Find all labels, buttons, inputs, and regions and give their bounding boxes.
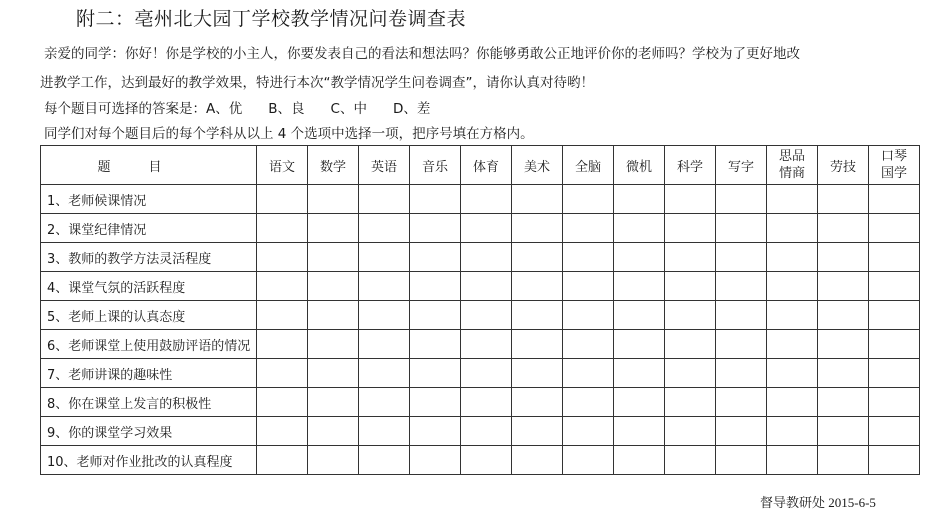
answer-cell[interactable] — [614, 185, 665, 214]
answer-cell[interactable] — [563, 417, 614, 446]
answer-cell[interactable] — [461, 446, 512, 475]
answer-cell[interactable] — [614, 243, 665, 272]
table-row — [41, 330, 920, 359]
answer-cell[interactable] — [461, 388, 512, 417]
header-subject-9: 写字 — [716, 146, 767, 185]
answer-cell[interactable] — [869, 214, 920, 243]
answer-cell[interactable] — [512, 417, 563, 446]
answer-cell[interactable] — [308, 417, 359, 446]
answer-cell[interactable] — [257, 330, 308, 359]
answer-cell[interactable] — [869, 330, 920, 359]
answer-cell[interactable] — [563, 388, 614, 417]
answer-cell[interactable] — [410, 446, 461, 475]
intro-line-4: 同学们对每个题目后的每个学科从以上 4 个选项中选择一项，把序号填在方格内。 — [44, 126, 534, 142]
answer-options-line — [44, 97, 456, 117]
answer-cell[interactable] — [869, 359, 920, 388]
answer-cell[interactable] — [665, 417, 716, 446]
answer-cell[interactable] — [665, 330, 716, 359]
intro-line-2: 进教学工作，达到最好的教学效果，特进行本次“教学情况学生问卷调查”，请你认真对待哟！ — [40, 75, 594, 91]
answer-cell[interactable] — [308, 272, 359, 301]
answer-cell[interactable] — [818, 301, 869, 330]
answer-cell[interactable] — [410, 272, 461, 301]
answer-cell[interactable] — [461, 301, 512, 330]
answer-cell[interactable] — [818, 330, 869, 359]
answer-cell[interactable] — [767, 417, 818, 446]
answer-cell[interactable] — [359, 359, 410, 388]
answer-cell[interactable] — [359, 301, 410, 330]
answer-cell[interactable] — [767, 446, 818, 475]
answer-cell[interactable] — [359, 185, 410, 214]
answer-cell[interactable] — [308, 388, 359, 417]
answer-cell[interactable] — [869, 388, 920, 417]
answer-cell[interactable] — [461, 243, 512, 272]
answer-cell[interactable] — [716, 446, 767, 475]
answer-cell[interactable] — [767, 359, 818, 388]
header-subject-8: 科学 — [665, 146, 716, 185]
question-label: 5、老师上课的认真态度 — [41, 301, 257, 330]
question-label: 2、课堂纪律情况 — [41, 214, 257, 243]
question-label: 3、教师的教学方法灵活程度 — [41, 243, 257, 272]
answer-cell[interactable] — [512, 301, 563, 330]
table-header-row — [41, 146, 920, 185]
option-a: A、优 — [206, 101, 243, 117]
table-row — [41, 417, 920, 446]
answer-cell[interactable] — [359, 446, 410, 475]
answer-cell[interactable] — [461, 272, 512, 301]
answer-cell[interactable] — [308, 214, 359, 243]
answer-cell[interactable] — [257, 417, 308, 446]
answer-cell[interactable] — [716, 417, 767, 446]
header-subject-11: 劳技 — [818, 146, 869, 185]
answer-cell[interactable] — [359, 330, 410, 359]
answer-cell[interactable] — [767, 185, 818, 214]
page-title: 附二：亳州北大园丁学校教学情况问卷调查表 — [76, 8, 467, 30]
header-subject-7: 微机 — [614, 146, 665, 185]
answer-cell[interactable] — [767, 330, 818, 359]
answer-cell[interactable] — [512, 388, 563, 417]
answer-cell[interactable] — [512, 185, 563, 214]
answer-cell[interactable] — [818, 243, 869, 272]
answer-cell[interactable] — [869, 446, 920, 475]
question-label: 10、老师对作业批改的认真程度 — [41, 446, 257, 475]
answer-cell[interactable] — [665, 446, 716, 475]
answer-cell[interactable] — [257, 359, 308, 388]
answer-cell[interactable] — [818, 388, 869, 417]
question-label: 7、老师讲课的趣味性 — [41, 359, 257, 388]
answer-cell[interactable] — [614, 388, 665, 417]
answer-cell[interactable] — [818, 185, 869, 214]
answer-cell[interactable] — [818, 359, 869, 388]
answer-cell[interactable] — [614, 301, 665, 330]
answer-cell[interactable] — [869, 272, 920, 301]
option-d: D、差 — [392, 101, 431, 117]
answer-cell[interactable] — [665, 214, 716, 243]
answer-cell[interactable] — [512, 359, 563, 388]
answer-cell[interactable] — [716, 359, 767, 388]
question-label: 8、你在课堂上发言的积极性 — [41, 388, 257, 417]
answer-cell[interactable] — [563, 272, 614, 301]
answer-cell[interactable] — [308, 185, 359, 214]
answer-cell[interactable] — [767, 388, 818, 417]
table-body — [41, 185, 920, 475]
answer-cell[interactable] — [818, 272, 869, 301]
answer-cell[interactable] — [512, 330, 563, 359]
intro-line-1: 亲爱的同学：你好！你是学校的小主人，你要发表自己的看法和想法吗？你能够勇敢公正地评价你的老师吗？学校为了更好地改 — [44, 46, 800, 62]
header-subject-10 — [767, 146, 818, 185]
answer-cell[interactable] — [716, 272, 767, 301]
answer-cell[interactable] — [257, 446, 308, 475]
answer-cell[interactable] — [614, 417, 665, 446]
answer-cell[interactable] — [461, 359, 512, 388]
answer-cell[interactable] — [359, 214, 410, 243]
question-label: 9、你的课堂学习效果 — [41, 417, 257, 446]
answer-cell[interactable] — [614, 272, 665, 301]
header-subject-6: 全脑 — [563, 146, 614, 185]
answer-cell[interactable] — [257, 185, 308, 214]
answer-cell[interactable] — [257, 214, 308, 243]
answer-cell[interactable] — [257, 272, 308, 301]
table-row — [41, 388, 920, 417]
answer-cell[interactable] — [869, 243, 920, 272]
answer-cell[interactable] — [767, 272, 818, 301]
answer-cell[interactable] — [512, 446, 563, 475]
header-subject-4: 体育 — [461, 146, 512, 185]
answer-cell[interactable] — [665, 359, 716, 388]
answer-cell[interactable] — [461, 214, 512, 243]
answer-cell[interactable] — [308, 301, 359, 330]
answer-cell[interactable] — [818, 446, 869, 475]
question-label: 6、老师课堂上使用鼓励评语的情况 — [41, 330, 257, 359]
answer-cell[interactable] — [563, 330, 614, 359]
answer-cell[interactable] — [818, 214, 869, 243]
answer-cell[interactable] — [410, 243, 461, 272]
answer-cell[interactable] — [308, 359, 359, 388]
answer-cell[interactable] — [512, 243, 563, 272]
answer-cell[interactable] — [410, 301, 461, 330]
answer-cell[interactable] — [767, 301, 818, 330]
table-row — [41, 243, 920, 272]
answer-cell[interactable] — [665, 301, 716, 330]
header-subject-5: 美术 — [512, 146, 563, 185]
survey-table — [40, 145, 920, 475]
header-subject-12-part-0: 口琴 — [880, 149, 907, 164]
answer-cell[interactable] — [614, 446, 665, 475]
answer-cell[interactable] — [512, 272, 563, 301]
option-c: C、中 — [330, 101, 367, 117]
answer-cell[interactable] — [869, 301, 920, 330]
table-row — [41, 301, 920, 330]
answer-cell[interactable] — [410, 359, 461, 388]
answer-cell[interactable] — [461, 330, 512, 359]
answer-cell[interactable] — [614, 214, 665, 243]
answer-cell[interactable] — [614, 359, 665, 388]
answer-cell[interactable] — [410, 185, 461, 214]
table-row — [41, 185, 920, 214]
answer-cell[interactable] — [716, 243, 767, 272]
header-subject-1: 数学 — [308, 146, 359, 185]
answer-cell[interactable] — [359, 272, 410, 301]
footer-signature: 督导教研处 2015-6-5 — [760, 495, 876, 510]
answer-cell[interactable] — [461, 185, 512, 214]
answer-cell[interactable] — [563, 214, 614, 243]
table-row — [41, 446, 920, 475]
answer-cell[interactable] — [716, 388, 767, 417]
answer-cell[interactable] — [257, 388, 308, 417]
answer-cell[interactable] — [563, 243, 614, 272]
header-subject: 题目 — [41, 146, 257, 185]
answer-cell[interactable] — [716, 330, 767, 359]
answer-cell[interactable] — [665, 243, 716, 272]
answer-cell[interactable] — [410, 214, 461, 243]
answer-cell[interactable] — [257, 301, 308, 330]
header-subject-10-part-1: 情商 — [778, 166, 805, 181]
answer-cell[interactable] — [410, 388, 461, 417]
header-subject-12 — [869, 146, 920, 185]
option-b: B、良 — [268, 101, 305, 117]
table-row — [41, 214, 920, 243]
answer-cell[interactable] — [308, 243, 359, 272]
answer-cell[interactable] — [563, 359, 614, 388]
answer-cell[interactable] — [257, 243, 308, 272]
answer-cell[interactable] — [359, 243, 410, 272]
answer-cell[interactable] — [665, 388, 716, 417]
header-subject-10-part-0: 思品 — [778, 149, 805, 164]
answer-cell[interactable] — [359, 388, 410, 417]
header-subject-2: 英语 — [359, 146, 410, 185]
answer-cell[interactable] — [869, 185, 920, 214]
header-subject-0: 语文 — [257, 146, 308, 185]
answer-cell[interactable] — [410, 417, 461, 446]
answer-cell[interactable] — [359, 417, 410, 446]
answer-cell[interactable] — [716, 185, 767, 214]
header-subject-12-part-1: 国学 — [880, 166, 907, 181]
answer-cell[interactable] — [461, 417, 512, 446]
answer-cell[interactable] — [716, 301, 767, 330]
answer-cell[interactable] — [716, 214, 767, 243]
table-row — [41, 359, 920, 388]
answer-cell[interactable] — [767, 243, 818, 272]
answer-cell[interactable] — [869, 417, 920, 446]
answer-options-prefix: 每个题目可选择的答案是： — [44, 101, 206, 117]
answer-cell[interactable] — [614, 330, 665, 359]
header-subject-3: 音乐 — [410, 146, 461, 185]
question-label: 4、课堂气氛的活跃程度 — [41, 272, 257, 301]
answer-cell[interactable] — [563, 301, 614, 330]
answer-cell[interactable] — [818, 417, 869, 446]
answer-cell[interactable] — [563, 185, 614, 214]
answer-cell[interactable] — [563, 446, 614, 475]
answer-cell[interactable] — [410, 330, 461, 359]
table-row — [41, 272, 920, 301]
answer-cell[interactable] — [665, 272, 716, 301]
answer-cell[interactable] — [665, 185, 716, 214]
answer-cell[interactable] — [308, 330, 359, 359]
answer-cell[interactable] — [767, 214, 818, 243]
question-label: 1、老师候课情况 — [41, 185, 257, 214]
answer-cell[interactable] — [308, 446, 359, 475]
answer-cell[interactable] — [512, 214, 563, 243]
